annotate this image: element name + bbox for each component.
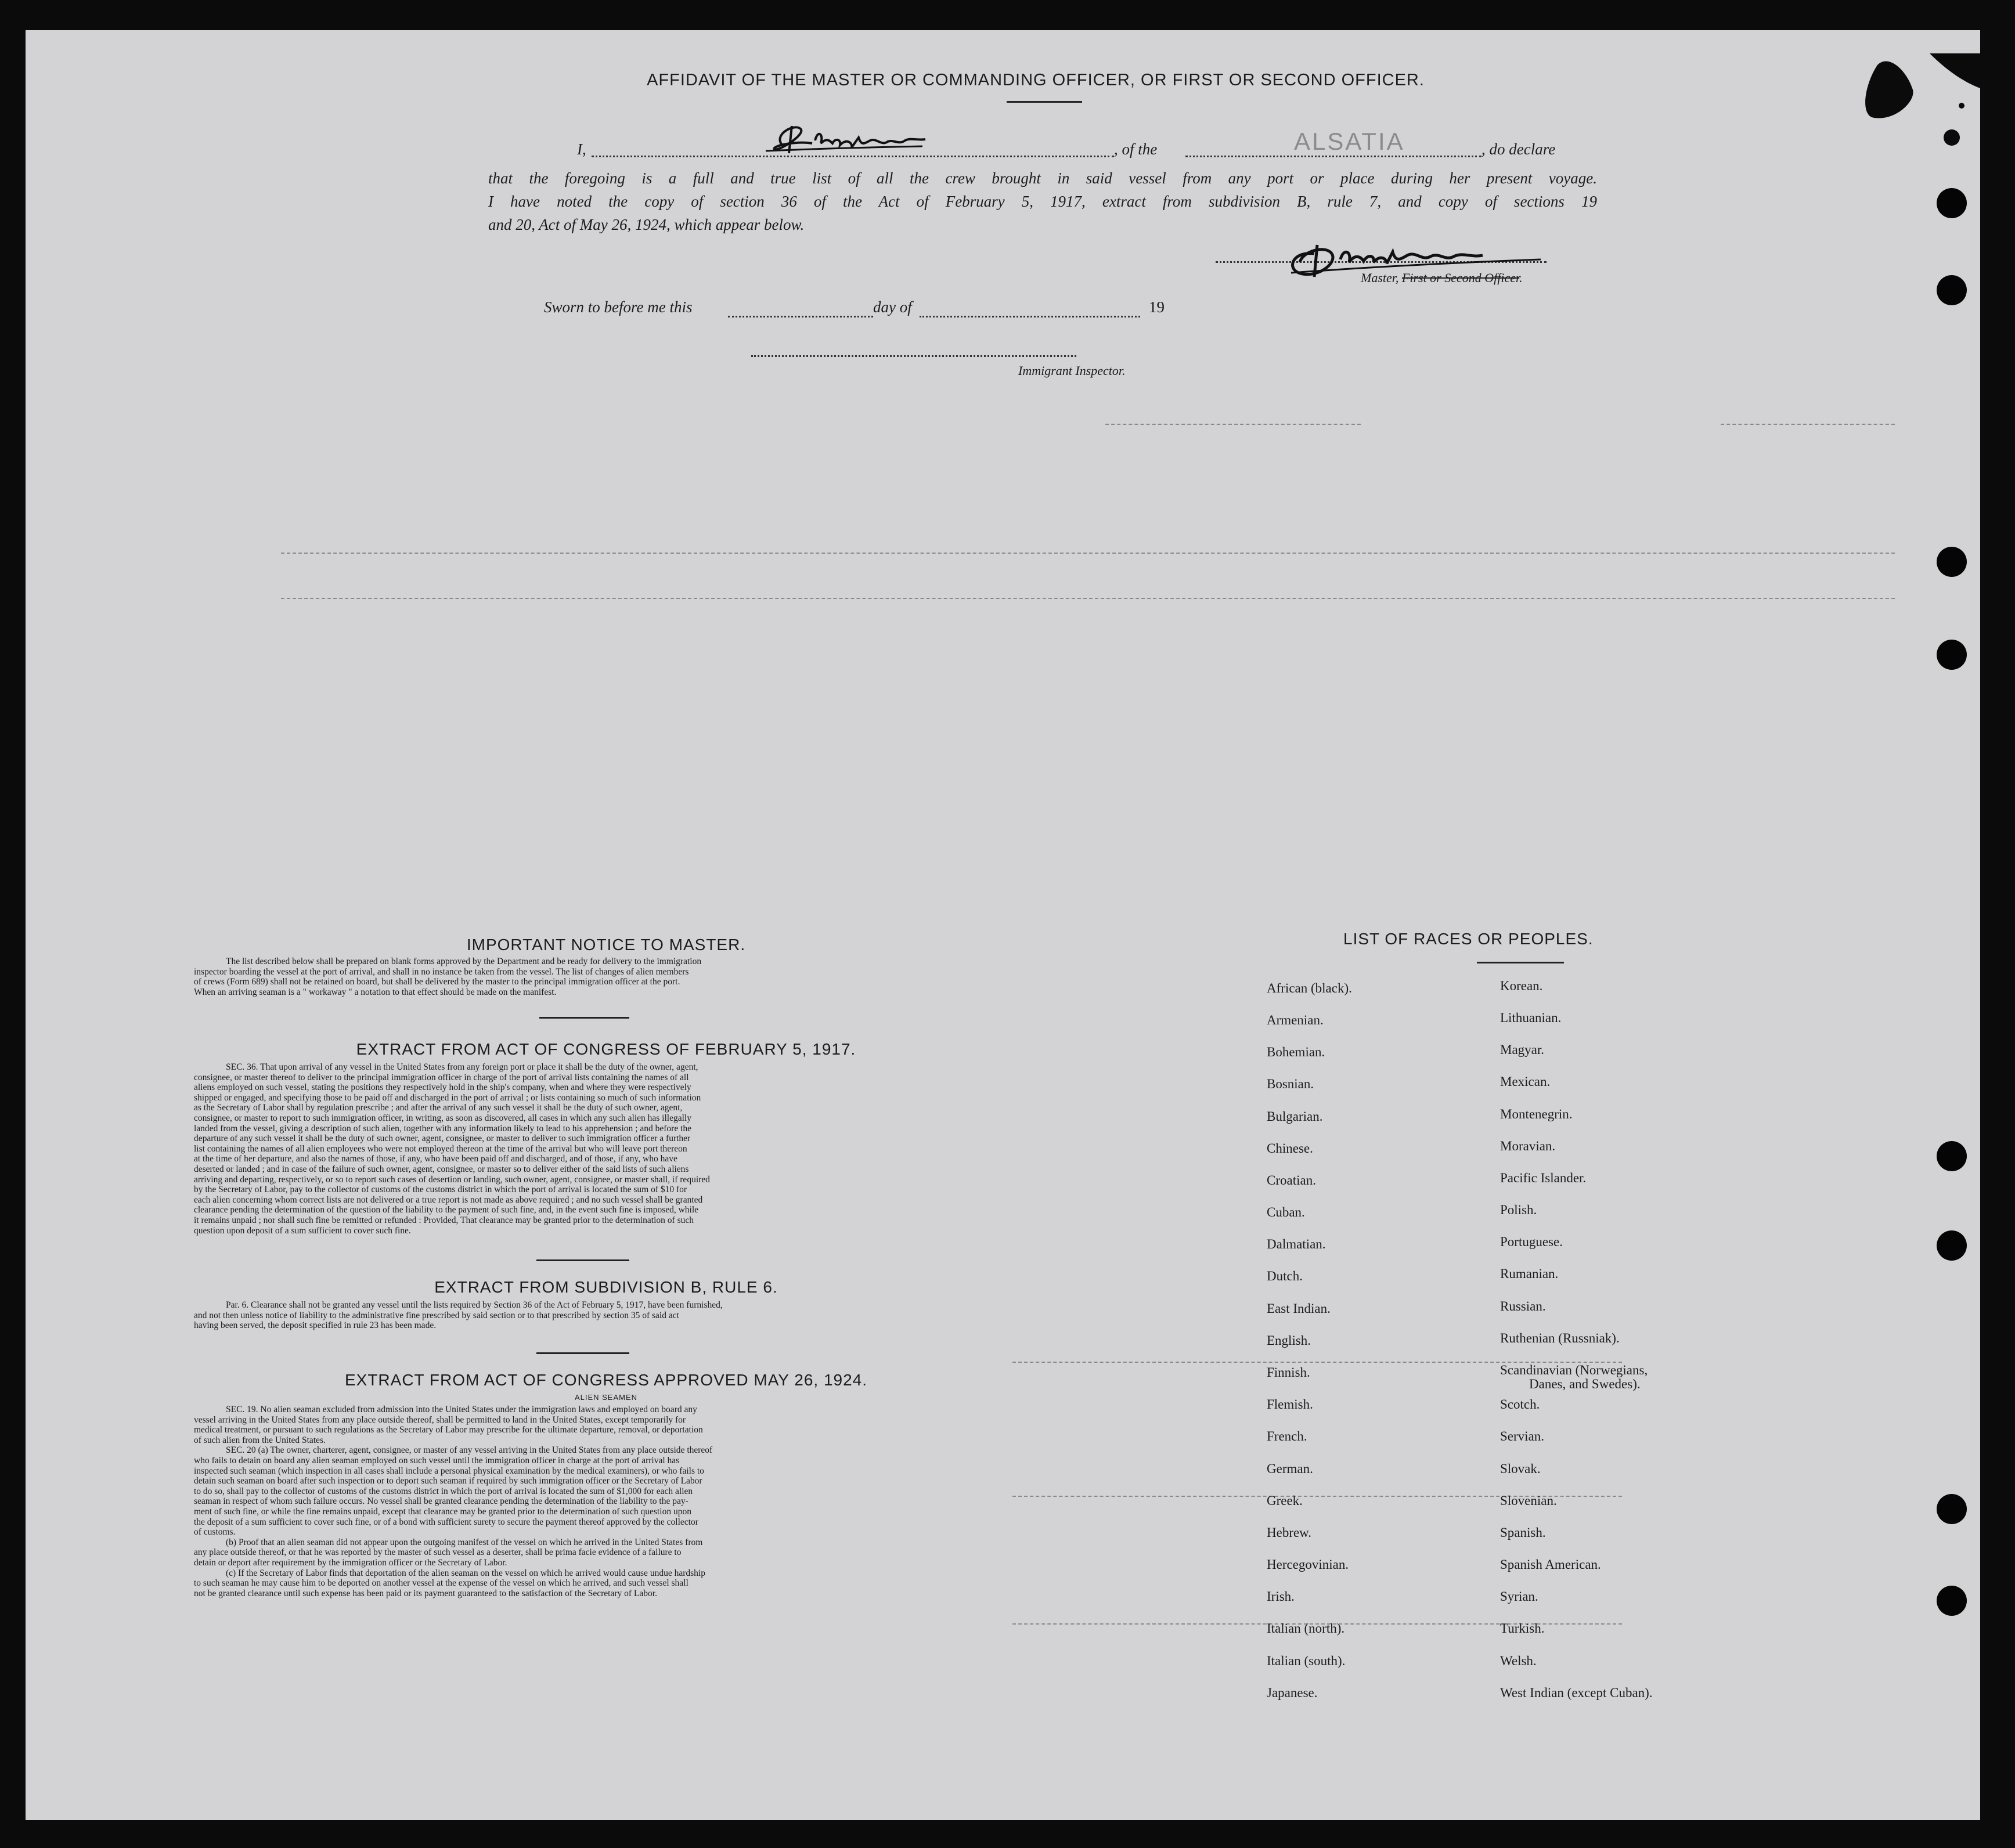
extract-1924-line: inspected such seaman (which inspection in all cases shall include a personal physical examination by the medical examiners), or who fails to: [194, 1466, 704, 1476]
races-divider: [1477, 962, 1564, 963]
bleed-through-mark: [1105, 424, 1361, 425]
race-left-item: Bohemian.: [1267, 1045, 1325, 1059]
extract-1924-line: medical treatment, or pursuant to such regulations as the Secretary of Labor may prescribe for the ultimate departure, removal, or deportation: [194, 1425, 703, 1435]
subdivision-b-line: Par. 6. Clearance shall not be granted any vessel until the lists required by Section 36 of the Act of February 5, 1917, have been furnished,: [226, 1300, 723, 1310]
extract-1917-line: list containing the names of all alien employees who were not employed thereon at the time of the arrival but who will leave port thereon: [194, 1143, 687, 1154]
race-left-item: Hercegovinian.: [1267, 1557, 1349, 1572]
binding-hole: [1937, 1494, 1967, 1524]
sworn-label: Sworn to before me this: [544, 298, 693, 316]
race-right-item: Scandinavian (Norwegians,: [1500, 1363, 1648, 1377]
race-left-item: English.: [1267, 1333, 1311, 1348]
race-right-item: Welsh.: [1500, 1654, 1537, 1668]
affidavit-body-line-3: and 20, Act of May 26, 1924, which appear below.: [488, 216, 805, 233]
sworn-day-line: [728, 316, 873, 317]
extract-1924-line: (b) Proof that an alien seaman did not appear upon the outgoing manifest of the vessel on which he arrived in the United States from: [226, 1537, 703, 1547]
extract-1917-line: consignee, or master to report to such immigration officer, in writing, as soon as discovered, all cases in which any such alien has illegally: [194, 1113, 691, 1123]
race-left-item: Greek.: [1267, 1493, 1303, 1508]
extract-1917-divider: [536, 1259, 629, 1261]
binding-hole: [1937, 1230, 1967, 1261]
notice-line: The list described below shall be prepared on blank forms approved by the Department and be ready for delivery to the immigration: [226, 957, 702, 966]
race-right-item: Slovenian.: [1500, 1493, 1557, 1508]
race-right-item: Mexican.: [1500, 1074, 1551, 1089]
race-right-item: Syrian.: [1500, 1589, 1538, 1604]
race-left-item: German.: [1267, 1461, 1313, 1476]
extract-1924-line: vessel arriving in the United States from any place outside thereof, shall be permitted to land in the United States, except temporarily for: [194, 1414, 686, 1425]
race-left-item: East Indian.: [1267, 1301, 1331, 1316]
extract-1917-line: aliens employed on such vessel, stating the positions they respectively hold in the ship's company, when and where they were respectively: [194, 1082, 691, 1093]
race-left-item: Cuban.: [1267, 1205, 1305, 1219]
extract-1917-line: shipped or engaged, and specifying those to be paid off and discharged in the port of arrival ; or lists containing so much of such information: [194, 1092, 701, 1103]
i-label: I,: [577, 140, 586, 158]
race-right-item: Montenegrin.: [1500, 1107, 1573, 1121]
race-left-item: Japanese.: [1267, 1685, 1318, 1700]
vessel-name-stamp: ALSATIA: [1294, 128, 1405, 155]
race-right-item: Lithuanian.: [1500, 1010, 1562, 1025]
race-left-item: Dutch.: [1267, 1269, 1303, 1283]
race-left-item: Bosnian.: [1267, 1077, 1314, 1091]
extract-1924-line: seaman in respect of whom such failure occurs. No vessel shall be granted clearance pending the determination of the liability to the pay-: [194, 1496, 689, 1507]
notice-title: IMPORTANT NOTICE TO MASTER.: [466, 936, 746, 954]
extract-1917-line: at the time of her departure, and also the names of those, if any, who have been paid off and discharged, and of those, if any, who have: [194, 1154, 677, 1164]
subdivision-b-line: and not then unless notice of liability to the administrative fine prescribed by said section or to that prescribed by section 35 of said act: [194, 1310, 679, 1320]
extract-1917-line: SEC. 36. That upon arrival of any vessel in the United States from any foreign port or place it shall be the duty of the owner, agent,: [226, 1062, 698, 1072]
notice-body: [194, 957, 1012, 997]
extract-1917-line: arriving and departing, respectively, or so to report such cases of desertion or landing, such owner, agent, consignee, or master shall, if required: [194, 1174, 710, 1185]
bleed-through-mark: [281, 598, 1895, 599]
race-left-item: Hebrew.: [1267, 1525, 1312, 1540]
race-right-item: Spanish American.: [1500, 1557, 1601, 1572]
do-declare-label: , do declare: [1481, 140, 1556, 158]
race-right-item: Ruthenian (Russniak).: [1500, 1331, 1620, 1345]
extract-1924-line: of customs.: [194, 1527, 236, 1537]
extract-1917-line: it remains unpaid ; nor shall such fine be remitted or refunded : Provided, That clearance may be granted prior to the determination of such: [194, 1215, 694, 1225]
race-left-item: Italian (south).: [1267, 1654, 1346, 1668]
extract-1917-line: by the Secretary of Labor, pay to the collector of customs of the customs district in which the port of arrival is located the sum of $10 for: [194, 1185, 687, 1195]
extract-1924-line: the deposit of a sum sufficient to cover such fine, or of a bond with sufficient surety to secure the payment thereof approved by the collector: [194, 1517, 698, 1527]
race-right-item: Spanish.: [1500, 1525, 1546, 1540]
race-right-item: Russian.: [1500, 1299, 1546, 1313]
race-left-item: African (black).: [1267, 981, 1352, 995]
binding-hole: [1937, 275, 1967, 305]
extract-1917-line: landed from the vessel, giving a description of such alien, together with any information likely to lead to his apprehension ; and before the: [194, 1123, 692, 1134]
notice-line: When an arriving seaman is a " workaway " a notation to that effect should be made on the manifest.: [194, 987, 557, 997]
race-left-item: Croatian.: [1267, 1173, 1316, 1188]
notice-divider: [539, 1017, 629, 1019]
subdivision-b-body: [194, 1300, 1012, 1331]
extract-1917-line: each alien concerning whom correct lists are not delivered or a true report is not made as above required ; and no such vessel shall be granted: [194, 1194, 703, 1205]
race-right-item: Moravian.: [1500, 1139, 1556, 1153]
race-right-item: Portuguese.: [1500, 1235, 1563, 1249]
extract-1924-line: not be granted clearance until such expense has been paid or its payment guaranteed to the satisfaction of the Secretary of Labor.: [194, 1588, 657, 1598]
race-right-item: Korean.: [1500, 979, 1543, 993]
race-right-item: Rumanian.: [1500, 1266, 1559, 1281]
extract-1924-title: EXTRACT FROM ACT OF CONGRESS APPROVED MAY 26, 1924.: [344, 1371, 868, 1389]
extract-1924-line: any place outside thereof, or that he was reported by the master of such vessel as a deserter, shall be prima facie evidence of a failure to: [194, 1547, 682, 1558]
race-left-item: French.: [1267, 1429, 1307, 1443]
extract-1924-line: SEC. 20 (a) The owner, charterer, agent, consignee, or master of any vessel arriving in the United States from any place outside thereof: [226, 1445, 713, 1456]
race-left-item: Flemish.: [1267, 1397, 1313, 1412]
extract-1924-line: to such seaman he may cause him to be deported on another vessel at the expense of the vessel on which he arrived, and such vessel shall: [194, 1578, 689, 1589]
race-right-item: Pacific Islander.: [1500, 1171, 1587, 1185]
race-right-item: Slovak.: [1500, 1461, 1541, 1476]
extract-1917-title: EXTRACT FROM ACT OF CONGRESS OF FEBRUARY 5, 1917.: [356, 1040, 856, 1058]
binding-hole: [1937, 1586, 1967, 1616]
binding-hole: [1937, 547, 1967, 577]
subdivision-b-title: EXTRACT FROM SUBDIVISION B, RULE 6.: [434, 1278, 778, 1296]
subdivision-b-divider: [536, 1352, 629, 1354]
extract-1924-line: SEC. 19. No alien seaman excluded from admission into the United States under the immigration laws and employed on board any: [226, 1405, 697, 1414]
extract-1917-line: as the Secretary of Labor shall by regulation prescribe ; and after the arrival of any such vessel it shall be the duty of such owner, agent,: [194, 1103, 683, 1113]
race-right-item: Servian.: [1500, 1429, 1545, 1443]
extract-1917-line: departure of any such vessel it shall be the duty of such owner, agent, consignee, or master to deliver to such immigration officer a further: [194, 1134, 691, 1144]
affidavit-title: AFFIDAVIT OF THE MASTER OR COMMANDING OFFICER, OR FIRST OR SECOND OFFICER.: [647, 71, 1425, 89]
extract-1917-line: consignee, or master thereof to deliver to the principal immigration officer in charge of the port of arrival lists containing the names of all: [194, 1072, 689, 1082]
extract-1924-line: who fails to detain on board any alien seaman employed on such vessel until the immigration officer in charge at the port of arrival has: [194, 1455, 680, 1466]
binding-hole: [1937, 188, 1967, 218]
extract-1924-body: [194, 1405, 1012, 1598]
race-left-item: Bulgarian.: [1267, 1109, 1323, 1124]
alien-seamen-subtitle: ALIEN SEAMEN: [574, 1393, 638, 1402]
extract-1917-line: clearance pending the determination of the question of the liability to the payment of such fine, and, in the event such fine is imposed, while: [194, 1205, 699, 1215]
inspector-label: Immigrant Inspector.: [1018, 363, 1126, 378]
captain-signature: [760, 117, 928, 167]
year-prefix: 19: [1149, 298, 1165, 316]
binding-hole: [1937, 640, 1967, 670]
extract-1924-line: (c) If the Secretary of Labor finds that deportation of the alien seaman on the vessel on which he arrived would cause undue hardship: [226, 1568, 705, 1578]
inspector-signature-line: [751, 355, 1076, 357]
extract-1924-line: to do so, shall pay to the collector of customs of the customs district in which the port of arrival is located the sum of $1,000 for each alien: [194, 1486, 693, 1496]
extract-1924-line: detain such seaman on board after such inspection or to deport such seaman if required by such immigration officer or the Secretary of Labor: [194, 1476, 702, 1486]
notice-line: of crews (Form 689) shall not be retained on board, but shall be delivered by the master to the principal immigration officer at the port.: [194, 977, 680, 987]
race-left-item: Armenian.: [1267, 1013, 1324, 1027]
race-right-item: Turkish.: [1500, 1621, 1545, 1636]
binding-hole: [1937, 1141, 1967, 1171]
races-title: LIST OF RACES OR PEOPLES.: [1343, 930, 1594, 948]
officer-strikeout: First or Second Officer: [1401, 270, 1520, 285]
document-page: [26, 30, 1980, 1820]
torn-corner: [1854, 53, 1980, 155]
of-the-label: , of the: [1114, 140, 1158, 158]
extract-1924-line: detain or deport after requirement by the immigration officer or the Secretary of Labor.: [194, 1557, 507, 1568]
title-divider: [1007, 101, 1082, 103]
extract-1917-line: question upon deposit of a sum sufficient to cover such fine.: [194, 1225, 411, 1236]
race-left-item: Irish.: [1267, 1589, 1295, 1604]
master-label: Master,: [1361, 270, 1399, 285]
extract-1924-line: ment of such fine, or while the fine remains unpaid, except that clearance may be granted prior to the determination of such question upon: [194, 1506, 691, 1517]
sworn-month-line: [920, 316, 1140, 317]
race-right-item-continued: Danes, and Swedes).: [1529, 1377, 1641, 1391]
bleed-through-mark: [1721, 424, 1895, 425]
vessel-line: [1185, 156, 1481, 157]
affidavit-body-line-1: that the foregoing is a full and true list of all the crew brought in said vessel from any port or place during her present voyage.: [488, 169, 1597, 187]
notice-line: inspector boarding the vessel at the port of arrival, and shall in no instance be taken from the vessel. The list of changes of alien members: [194, 966, 689, 977]
extract-1917-line: deserted or landed ; and in case of the failure of such owner, agent, consignee, or master so to deliver either of the said lists of such aliens: [194, 1164, 689, 1174]
officer-end: .: [1519, 270, 1523, 285]
race-right-item: West Indian (except Cuban).: [1500, 1685, 1653, 1700]
race-right-item: Polish.: [1500, 1203, 1537, 1217]
affidavit-body-line-2: I have noted the copy of section 36 of the Act of February 5, 1917, extract from subdivision B, rule 7, and copy of sections 19: [488, 193, 1597, 210]
race-right-item: Scotch.: [1500, 1397, 1540, 1412]
extract-1917-body: [194, 1062, 1012, 1236]
extract-1924-line: of such alien from the United States.: [194, 1435, 326, 1445]
race-left-item: Italian (north).: [1267, 1621, 1345, 1636]
subdivision-b-line: having been served, the deposit specified in rule 23 has been made.: [194, 1320, 437, 1331]
master-title: [1361, 270, 1523, 286]
day-of-label: day of: [873, 298, 912, 316]
bleed-through-mark: [281, 553, 1895, 554]
race-left-item: Chinese.: [1267, 1141, 1313, 1156]
race-right-item: Magyar.: [1500, 1042, 1545, 1057]
race-left-item: Dalmatian.: [1267, 1237, 1326, 1251]
race-left-item: Finnish.: [1267, 1365, 1310, 1380]
